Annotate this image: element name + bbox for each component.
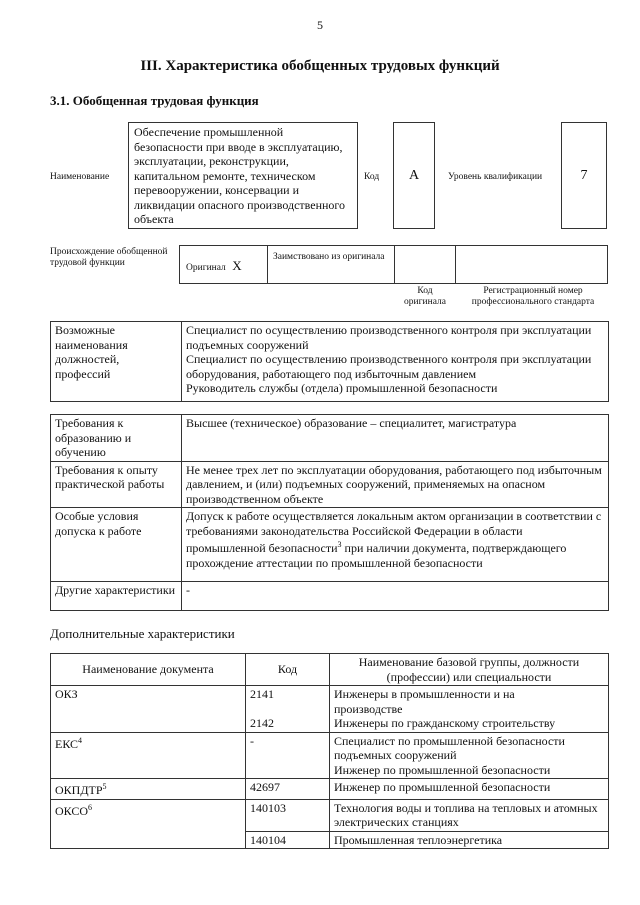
requirement-row	[51, 582, 609, 611]
doc-name: ОКСО	[55, 803, 89, 818]
level-value-box	[561, 122, 607, 229]
positions-values	[182, 322, 609, 402]
table-row	[51, 686, 609, 733]
code-value: 2142	[250, 716, 274, 730]
origin-divider-2	[394, 245, 395, 284]
requirement-label: Особые условия допуска к работе	[51, 508, 182, 582]
code-cell: 140104	[246, 831, 330, 849]
requirement-value-text: Допуск к работе осуществляется локальным актом организации в соответствии с требованиями законодательства Российской Федерации в области промышленной безопасности	[186, 509, 602, 555]
name-value: производстве	[334, 701, 403, 716]
doc-name: ОКЗ	[55, 687, 78, 701]
origin-divider-1	[267, 245, 268, 284]
name-cell	[330, 686, 609, 733]
footnote-ref: 3	[337, 540, 342, 549]
requirement-label: Другие характеристики	[51, 582, 182, 611]
code-spacer	[250, 702, 325, 717]
code-cell	[246, 686, 330, 733]
section-title: III. Характеристика обобщенных трудовых функций	[140, 58, 500, 74]
name-value: Инженер по промышленной безопасности	[334, 762, 551, 777]
footnote-ref: 4	[78, 735, 83, 745]
doc-cell	[51, 686, 246, 733]
position-item: Специалист по осуществлению производственного контроля при эксплуатации подъемных сооружений	[186, 323, 592, 352]
positions-table	[50, 321, 609, 402]
requirement-label: Требования к образованию и обучению	[51, 415, 182, 462]
doc-cell	[51, 799, 246, 849]
subsection-title: 3.1. Обобщенная трудовая функция	[50, 93, 259, 108]
additional-table	[50, 653, 609, 849]
requirement-value: Высшее (техническое) образование – специалитет, магистратура	[182, 415, 609, 462]
requirement-row	[51, 415, 609, 462]
code-original-caption: Код оригинала	[404, 286, 446, 307]
requirement-value	[182, 508, 609, 582]
table-header-row	[51, 654, 609, 686]
table-row	[51, 779, 609, 800]
requirement-value: Не менее трех лет по эксплуатации оборудования, работающего под избыточным давлением, и (или) подъемных сооружений, применяемых на опасном производственном объекте	[182, 461, 609, 508]
code-label: Код	[364, 172, 380, 182]
code-value: A	[408, 167, 420, 183]
name-label: Наименование	[50, 172, 110, 182]
code-value-box	[393, 122, 435, 229]
name-cell: Промышленная теплоэнергетика	[330, 831, 609, 849]
name-cell: Технология воды и топлива на тепловых и атомных электрических станциях	[330, 799, 609, 831]
level-label: Уровень квалификации	[448, 172, 543, 182]
doc-name: ЕКС	[55, 736, 79, 751]
name-value: Инженеры в промышленности и на	[334, 687, 515, 701]
additional-title: Дополнительные характеристики	[50, 626, 235, 641]
requirement-value-text: при наличии документа, подтверждающего прохождение аттестации по промышленной безопасности	[186, 541, 567, 570]
name-value: Специалист по промышленной безопасности подъемных сооружений	[334, 733, 565, 762]
header-name: Наименование базовой группы, должности (профессии) или специальности	[330, 654, 609, 686]
footnote-ref: 5	[102, 782, 107, 791]
reg-number-caption: Регистрационный номер профессионального стандарта	[471, 286, 595, 307]
original-label: Оригинал	[186, 263, 226, 273]
position-item: Специалист по осуществлению производственного контроля при эксплуатации оборудования, работающего под избыточным давлением	[186, 352, 592, 381]
original-cell	[186, 260, 242, 274]
origin-label: Происхождение обобщенной трудовой функции	[50, 247, 168, 268]
doc-cell	[51, 779, 246, 800]
requirement-value: -	[182, 582, 609, 611]
code-cell: 42697	[246, 779, 330, 800]
name-cell	[330, 732, 609, 779]
level-value: 7	[580, 167, 588, 183]
name-value: Инженеры по гражданскому строительству	[334, 716, 556, 730]
doc-cell	[51, 732, 246, 779]
positions-label: Возможные наименования должностей, профессий	[51, 322, 182, 402]
requirement-row	[51, 508, 609, 582]
requirement-row	[51, 461, 609, 508]
table-row	[51, 799, 609, 831]
name-cell: Инженер по промышленной безопасности	[330, 779, 609, 800]
code-cell: -	[246, 732, 330, 779]
table-row	[51, 732, 609, 779]
requirements-table	[50, 414, 609, 611]
borrowed-label: Заимствовано из оригинала	[273, 252, 385, 262]
requirement-label: Требования к опыту практической работы	[51, 461, 182, 508]
code-value: 2141	[250, 687, 274, 701]
code-cell: 140103	[246, 799, 330, 831]
header-doc: Наименование документа	[51, 654, 246, 686]
footnote-ref: 6	[88, 802, 93, 812]
function-name-value: Обеспечение промышленной безопасности при вводе в эксплуатацию, эксплуатации, реконструкции, капитальном ремонте, техническом перевооружении, консервации и ликвидации опасного производственного объекта	[134, 125, 346, 226]
origin-divider-3	[455, 245, 456, 284]
function-name-box	[128, 122, 358, 229]
positions-row	[51, 322, 609, 402]
header-code: Код	[246, 654, 330, 686]
position-item: Руководитель службы (отдела) промышленной безопасности	[186, 381, 498, 395]
original-mark: X	[232, 258, 242, 273]
page-number: 5	[317, 18, 323, 32]
doc-name: ОКПДТР	[55, 783, 103, 797]
